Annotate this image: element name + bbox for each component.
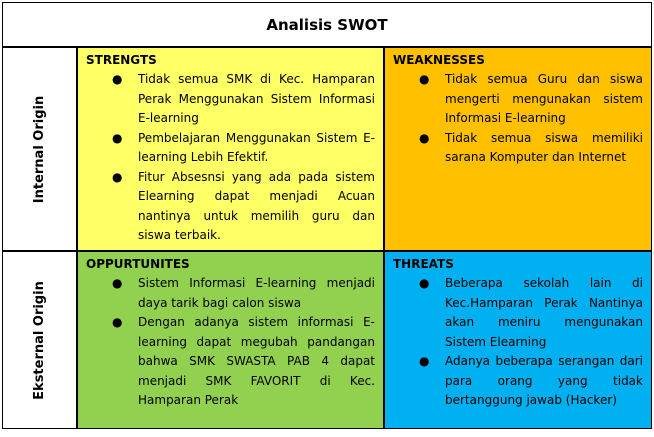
bullet-icon: ● (112, 130, 123, 145)
threats-quadrant (384, 251, 652, 429)
strengths-heading: STRENGTS (86, 53, 157, 67)
bullet-icon: ● (112, 276, 123, 290)
external-origin-label-cell (2, 251, 77, 429)
bullet-icon: ● (419, 276, 430, 290)
strengths-quadrant (77, 47, 384, 251)
bullet-icon: ● (112, 72, 123, 86)
bullet-icon: ● (112, 315, 123, 329)
list-item: ● Sistem Informasi E-learning menjadi daya tarik bagi calon siswa (112, 276, 375, 310)
list-item: ● Tidak semua siswa memiliki sarana Komputer dan Internet (419, 130, 643, 164)
bullet-icon: ● (419, 72, 430, 86)
opportunities-list (86, 274, 375, 411)
internal-origin-label: Internal Origin (32, 95, 48, 203)
external-origin-label: Eksternal Origin (32, 280, 47, 400)
bullet-icon: ● (112, 169, 123, 184)
list-item: ● Beberapa sekolah lain di Kec.Hamparan Perak Nantinya akan meniru mengunakan Sistem Elearning (419, 276, 643, 349)
list-item: ● Pembelajaran Menggunakan Sistem E-learning Lebih Efektif. (112, 130, 375, 164)
threats-list (393, 274, 643, 411)
swot-title (2, 2, 652, 47)
weaknesses-quadrant (384, 47, 652, 251)
weaknesses-list (393, 70, 643, 168)
weaknesses-heading: WEAKNESSES (393, 53, 485, 67)
bullet-icon: ● (419, 354, 430, 368)
opportunities-quadrant (77, 251, 384, 429)
list-item: ● Tidak semua Guru dan siswa mengerti mengunakan sistem Informasi E-learning (419, 72, 643, 125)
list-item: ● Fitur Absesnsi yang ada pada sistem Elearning dapat menjadi Acuan nantinya untuk memilih guru dan siswa terbaik. (112, 169, 375, 242)
list-item: ● Adanya beberapa serangan dari para orang yang tidak bertanggung jawab (Hacker) (419, 354, 643, 407)
list-item: ● Tidak semua SMK di Kec. Hamparan Perak Menggunakan Sistem Informasi E-learning (112, 72, 375, 125)
bullet-icon: ● (419, 130, 430, 145)
opportunities-heading: OPPURTUNITES (86, 257, 190, 271)
strengths-list (86, 70, 375, 246)
threats-heading: THREATS (393, 257, 454, 271)
internal-origin-label-cell (2, 47, 77, 251)
page-title: Analisis SWOT (266, 15, 388, 34)
list-item: ● Dengan adanya sistem informasi E-learning dapat megubah pandangan bahwa SMK SWASTA PAB 4 dapat menjadi SMK FAVORIT di Kec. Hamparan Perak (112, 315, 375, 407)
